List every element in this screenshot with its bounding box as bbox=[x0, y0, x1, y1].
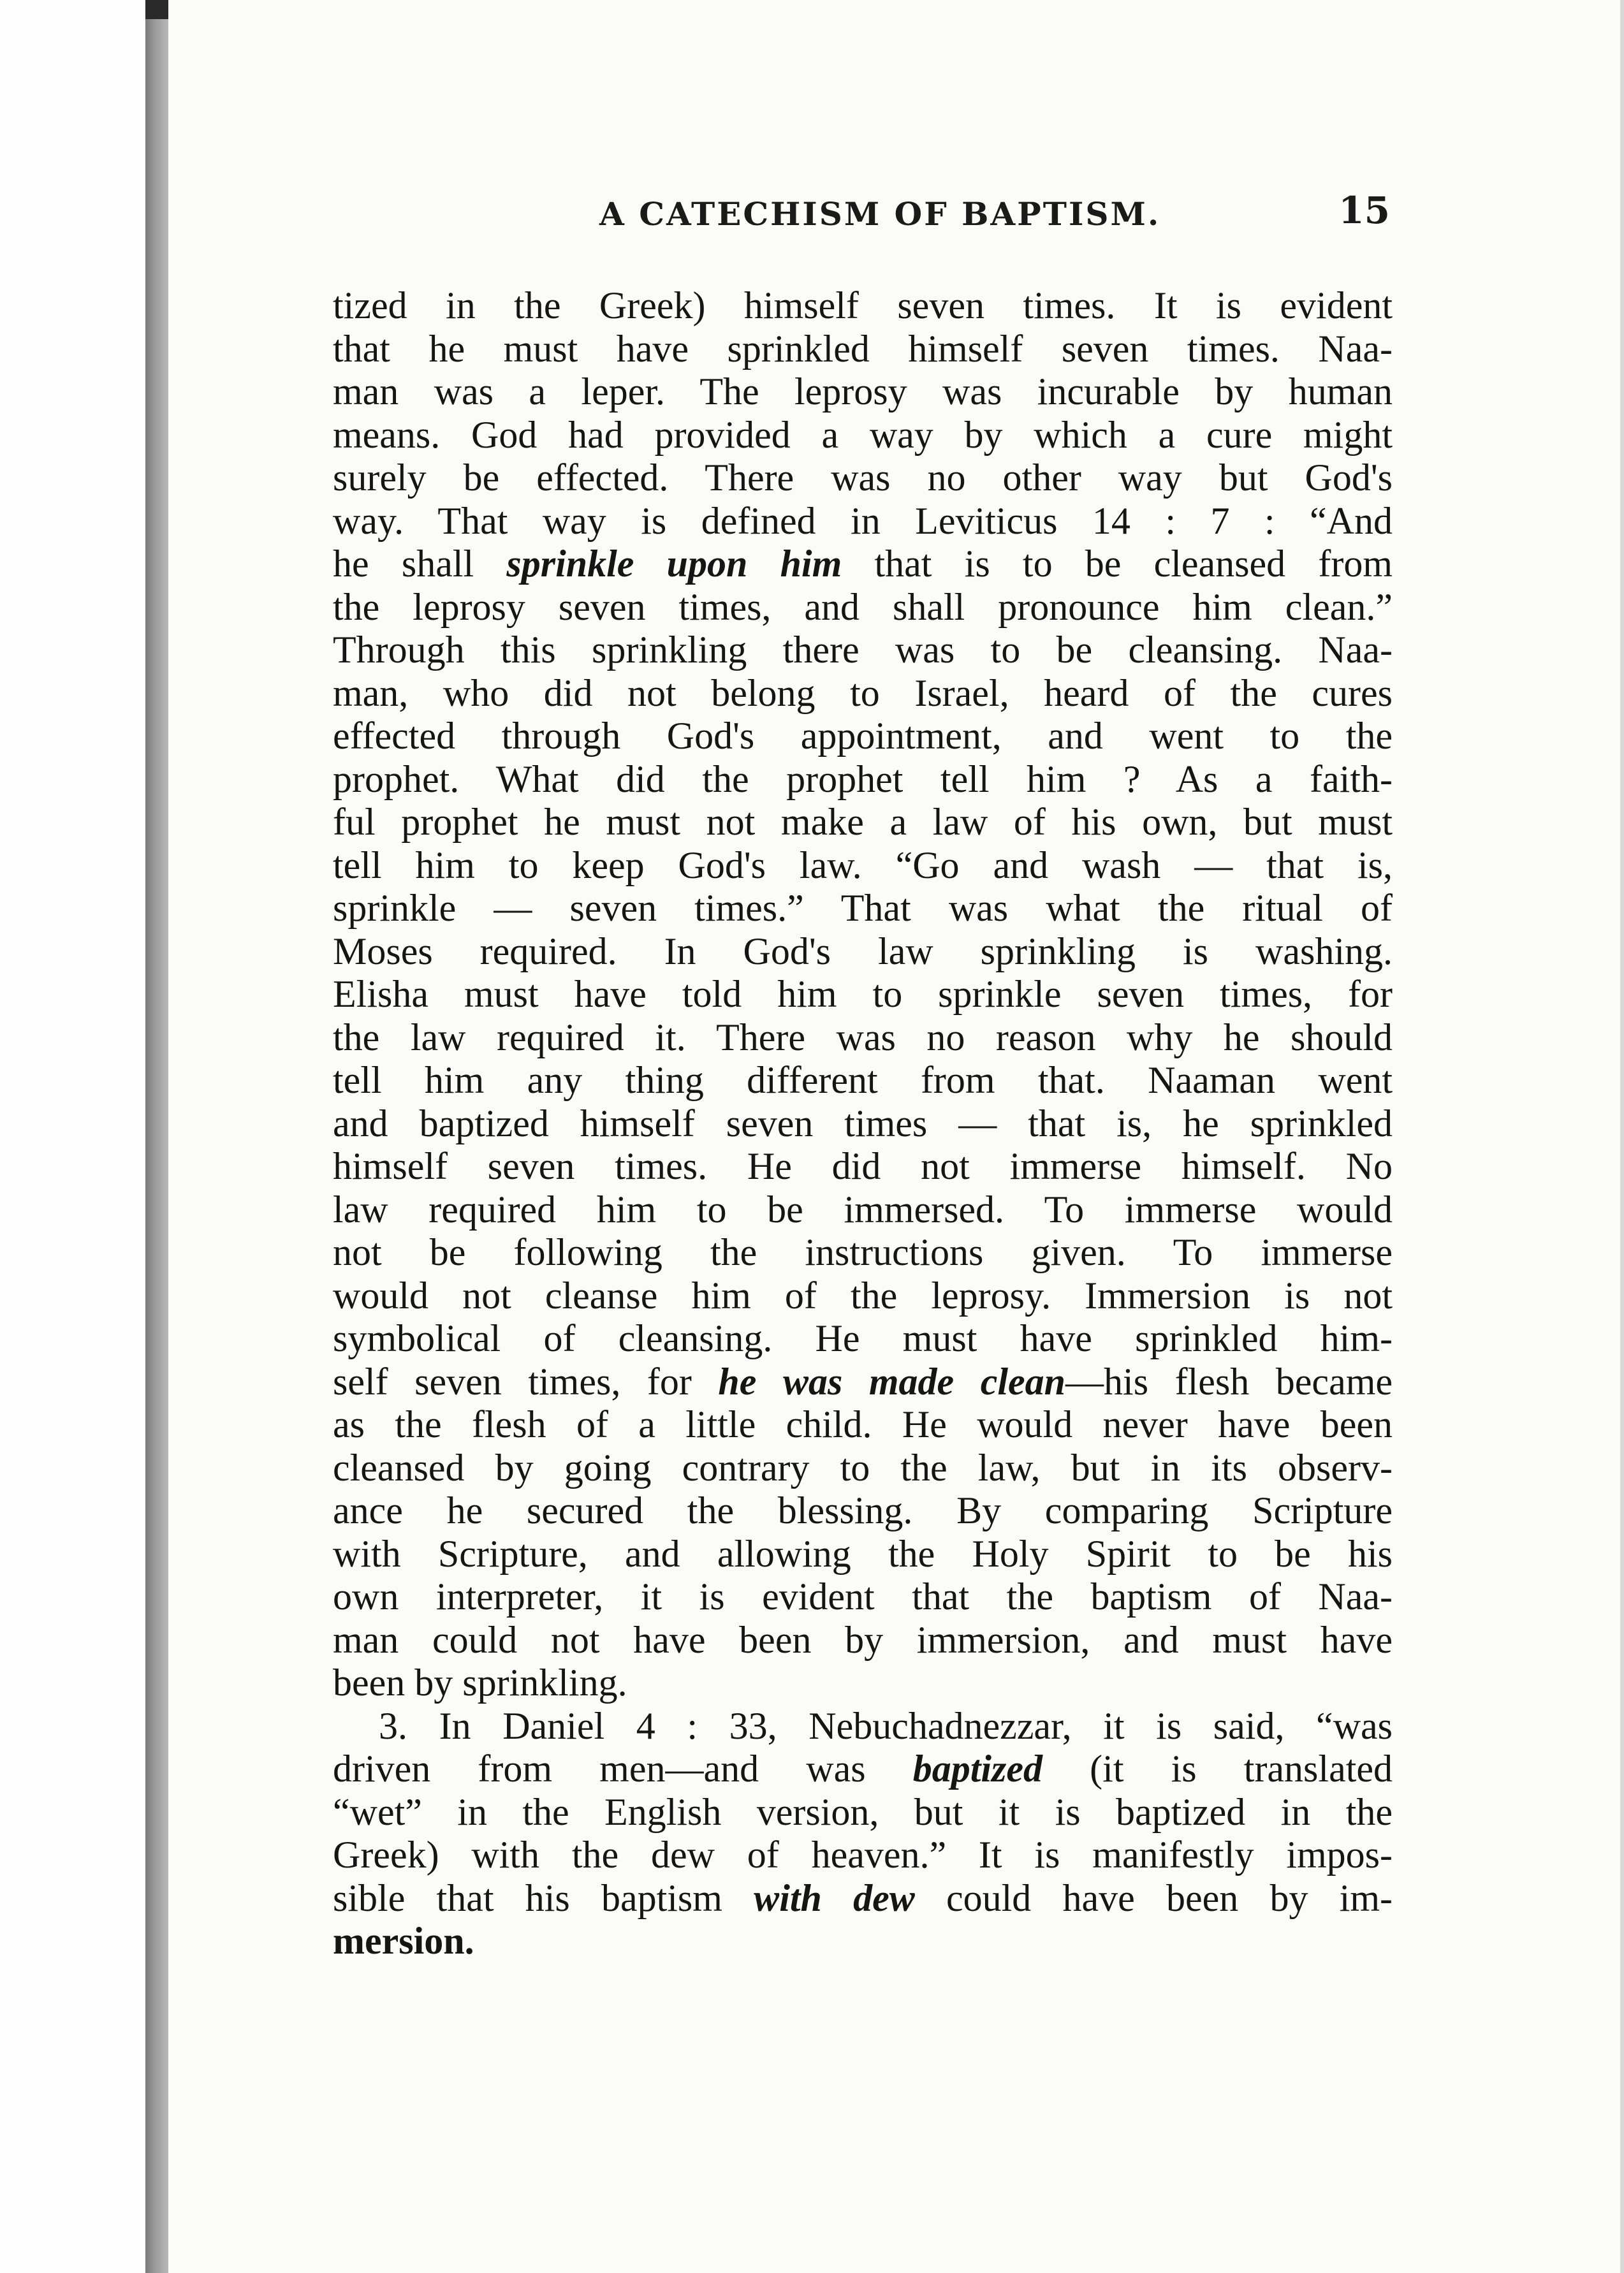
text-line: and baptized himself seven times — that is, he sprinkled bbox=[333, 1102, 1393, 1144]
text-line: man, who did not belong to Israel, heard of the cures bbox=[333, 671, 1393, 714]
gutter-shadow bbox=[145, 0, 168, 19]
text-segment: —his flesh became bbox=[1065, 1360, 1393, 1403]
italic-emphasis: sprinkle upon him bbox=[506, 543, 842, 585]
text-line: not be following the instructions given. To immerse bbox=[333, 1231, 1393, 1273]
italic-emphasis: he was made clean bbox=[718, 1360, 1066, 1403]
text-line: cleansed by going contrary to the law, but in its observ- bbox=[333, 1446, 1393, 1489]
text-segment: could have been by im- bbox=[914, 1876, 1393, 1919]
page-number: 15 bbox=[1338, 189, 1390, 232]
text-line: mersion. bbox=[333, 1920, 474, 1962]
text-line: tell him any thing different from that. Naaman went bbox=[333, 1059, 1393, 1101]
text-line: the leprosy seven times, and shall pronounce him clean.” bbox=[333, 585, 1393, 628]
text-segment: driven from men—and was bbox=[333, 1748, 913, 1790]
text-line bbox=[333, 543, 1393, 586]
text-line: way. That way is defined in Leviticus 14 : 7 : “And bbox=[333, 499, 1393, 542]
facing-page-margin bbox=[0, 0, 145, 2273]
text-line: as the flesh of a little child. He would never have been bbox=[333, 1403, 1393, 1445]
text-line: means. God had provided a way by which a cure might bbox=[333, 413, 1393, 456]
text-line: “wet” in the English version, but it is baptized in the bbox=[333, 1790, 1393, 1833]
text-line: sprinkle — seven times.” That was what the ritual of bbox=[333, 887, 1393, 929]
text-line: Moses required. In God's law sprinkling is washing. bbox=[333, 930, 1393, 972]
text-line: 3. In Daniel 4 : 33, Nebuchadnezzar, it is said, “was bbox=[379, 1704, 1393, 1747]
text-line: tized in the Greek) himself seven times. It is evident bbox=[333, 284, 1393, 326]
text-line: man could not have been by immersion, and must have bbox=[333, 1618, 1393, 1661]
text-line: ful prophet he must not make a law of his own, but must bbox=[333, 801, 1393, 843]
text-segment: sible that his baptism bbox=[333, 1876, 754, 1919]
body-text bbox=[333, 284, 1393, 1963]
binding-gutter bbox=[145, 0, 168, 2273]
text-line: the law required it. There was no reason why he should bbox=[333, 1016, 1393, 1058]
text-line: effected through God's appointment, and went to the bbox=[333, 715, 1393, 757]
text-line bbox=[333, 1361, 1393, 1404]
text-line bbox=[333, 1877, 1393, 1920]
text-line: prophet. What did the prophet tell him ? As a faith- bbox=[333, 757, 1393, 800]
text-line: man was a leper. The leprosy was incurable by human bbox=[333, 370, 1393, 413]
text-line: Elisha must have told him to sprinkle seven times, for bbox=[333, 973, 1393, 1015]
text-line: with Scripture, and allowing the Holy Spirit to be his bbox=[333, 1532, 1393, 1575]
text-segment: he shall bbox=[333, 543, 507, 585]
text-line: law required him to be immersed. To immerse would bbox=[333, 1188, 1393, 1231]
italic-emphasis: baptized bbox=[912, 1748, 1043, 1790]
text-line: tell him to keep God's law. “Go and wash — that is, bbox=[333, 844, 1393, 886]
text-line: own interpreter, it is evident that the baptism of Naa- bbox=[333, 1575, 1393, 1618]
text-line: been by sprinkling. bbox=[333, 1662, 627, 1704]
text-line: Through this sprinkling there was to be cleansing. Naa- bbox=[333, 629, 1393, 671]
italic-emphasis: with dew bbox=[754, 1876, 915, 1919]
running-title: A CATECHISM OF BAPTISM. bbox=[599, 195, 1161, 233]
text-line bbox=[333, 1748, 1393, 1791]
text-segment: that is to be cleansed from bbox=[842, 543, 1393, 585]
text-segment: (it is translated bbox=[1042, 1748, 1393, 1790]
text-line: symbolical of cleansing. He must have sprinkled him- bbox=[333, 1317, 1393, 1359]
text-line: Greek) with the dew of heaven.” It is manifestly impos- bbox=[333, 1834, 1393, 1876]
text-line: ance he secured the blessing. By comparing Scripture bbox=[333, 1489, 1393, 1531]
page-edge bbox=[1620, 0, 1624, 2273]
running-head bbox=[599, 189, 1390, 240]
text-line: would not cleanse him of the leprosy. Immersion is not bbox=[333, 1274, 1393, 1317]
text-line: surely be effected. There was no other way but God's bbox=[333, 457, 1393, 499]
text-segment: self seven times, for bbox=[333, 1360, 719, 1403]
text-line: that he must have sprinkled himself seven times. Naa- bbox=[333, 327, 1393, 370]
text-line: himself seven times. He did not immerse himself. No bbox=[333, 1145, 1393, 1187]
